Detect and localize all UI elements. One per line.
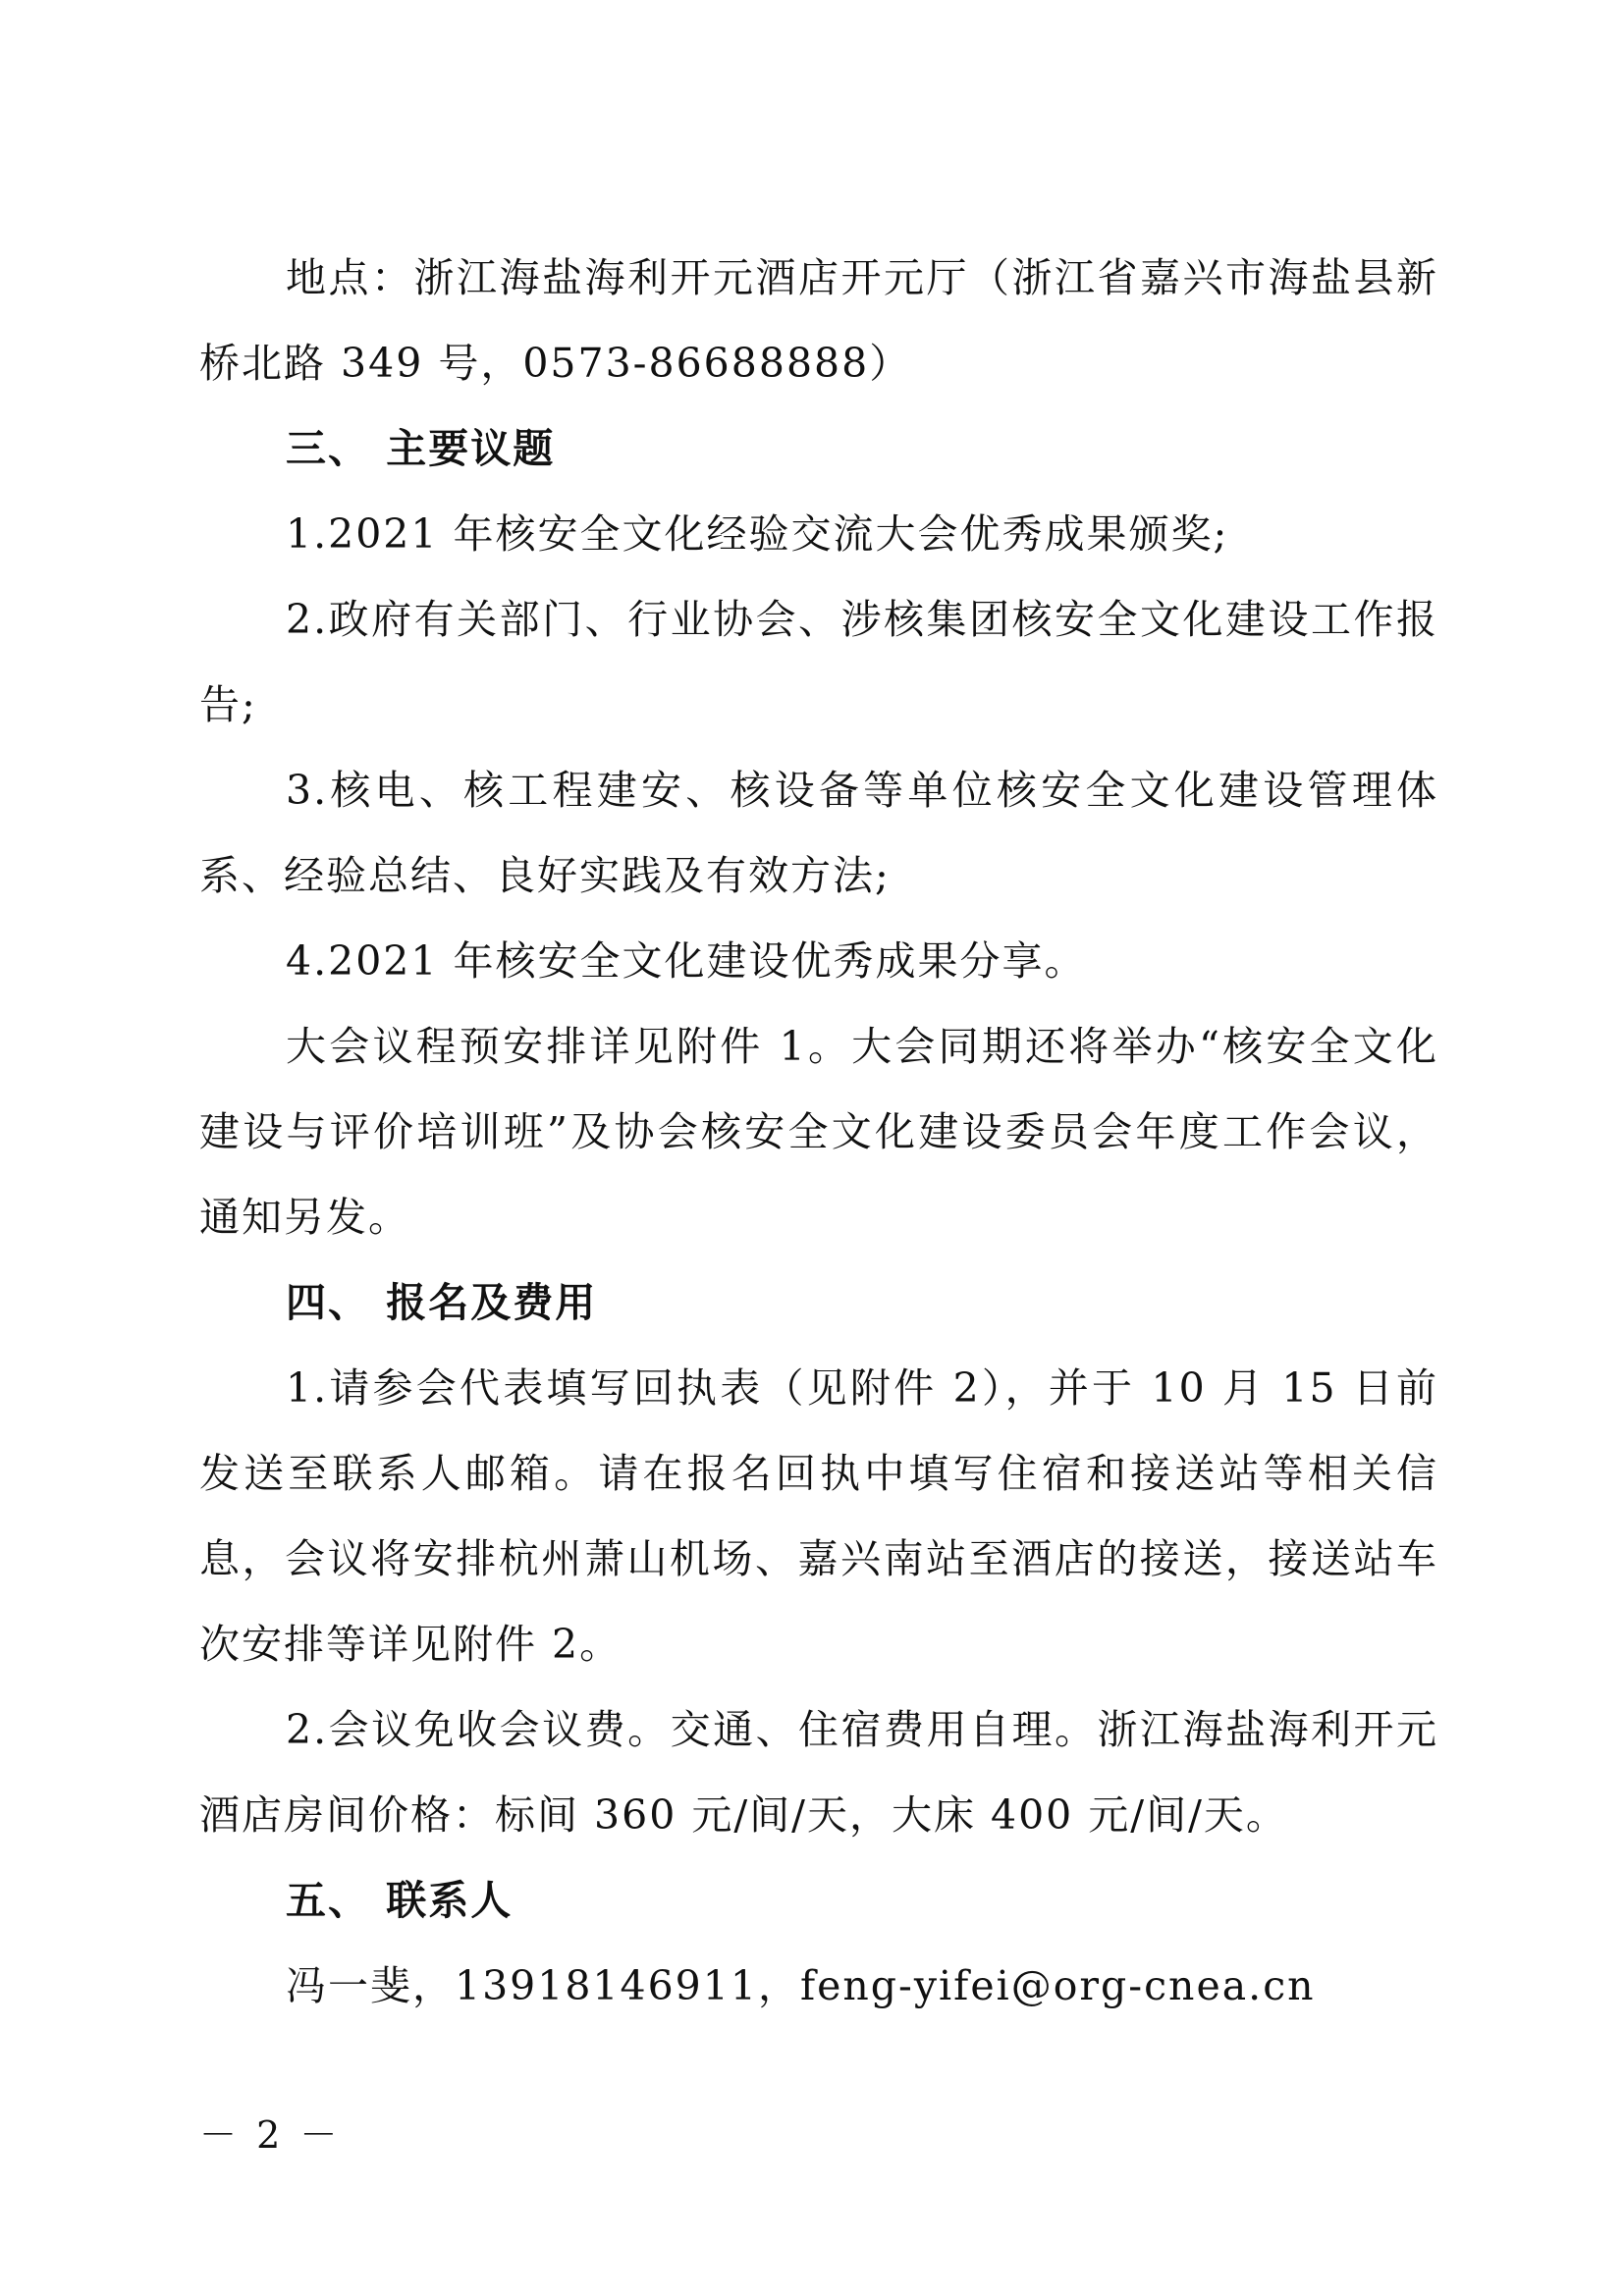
agenda-item-2: 2.政府有关部门、行业协会、涉核集团核安全文化建设工作报告; <box>199 596 1438 728</box>
venue-paragraph: 地点：浙江海盐海利开元酒店开元厅（浙江省嘉兴市海盐县新桥北路 349 号，0573-86688888） <box>199 254 1438 387</box>
section-heading-contact: 五、 联系人 <box>286 1877 514 1924</box>
registration-item-2: 2.会议免收会议费。交通、住宿费用自理。浙江海盐海利开元酒店房间价格：标间 360 元/间/天，大床 400 元/间/天。 <box>199 1706 1438 1839</box>
contact-paragraph: 冯一斐，13918146911，feng-yifei@org-cnea.cn <box>286 1962 1316 2009</box>
agenda-note-paragraph: 大会议程预安排详见附件 1。大会同期还将举办“核安全文化建设与评价培训班”及协会核安全文化建设委员会年度工作会议，通知另发。 <box>199 1023 1438 1241</box>
agenda-item-1: 1.2021 年核安全文化经验交流大会优秀成果颁奖; <box>286 510 1229 558</box>
agenda-item-3: 3.核电、核工程建安、核设备等单位核安全文化建设管理体系、经验总结、良好实践及有效方法; <box>199 767 1438 899</box>
section-heading-registration: 四、 报名及费用 <box>286 1279 598 1326</box>
section-heading-agenda: 三、 主要议题 <box>286 425 556 472</box>
registration-item-1: 1.请参会代表填写回执表（见附件 2），并于 10 月 15 日前发送至联系人邮箱。请在报名回执中填写住宿和接送站等相关信息，会议将安排杭州萧山机场、嘉兴南站至酒店的接送，接送站车次安排等详见附件 2。 <box>199 1364 1438 1668</box>
page-number: － 2 － <box>199 2113 342 2157</box>
document-body <box>199 236 1438 2029</box>
agenda-item-4: 4.2021 年核安全文化建设优秀成果分享。 <box>286 937 1087 985</box>
